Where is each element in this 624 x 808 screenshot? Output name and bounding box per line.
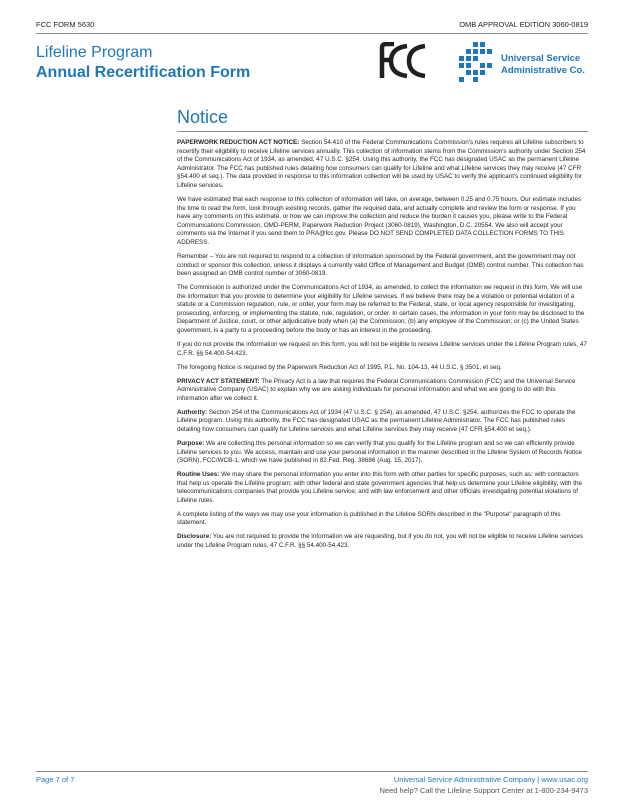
disclosure-label: Disclosure: xyxy=(177,533,212,541)
routine-uses-paragraph xyxy=(177,471,588,505)
privacy-act-paragraph xyxy=(177,378,588,404)
form-title: Annual Recertification Form xyxy=(36,64,251,81)
paperwork-label: PAPERWORK REDUCTION ACT NOTICE: xyxy=(177,139,300,146)
disclosure-text: You are not required to provide the information we are requesting, but if you do not, you will not be eligible to receive Lifeline services under the Lifeline Program rules, 47 C.F.R. §§ 54.400-54.423. xyxy=(177,533,584,550)
fcc-logo xyxy=(379,42,429,80)
usac-name-line1: Universal Service xyxy=(501,53,581,64)
usac-name-line2: Administrative Co. xyxy=(501,65,585,76)
authority-label: Authority: xyxy=(177,408,208,416)
authority-paragraph xyxy=(177,409,588,435)
program-title: Lifeline Program xyxy=(36,44,153,61)
routine-uses-text: We may share the personal information you enter into this form with other parties for specific purposes, such as: with contractors that help us operate the Lifeline program; with other federal and state government agencies that help us determine your Lifeline eligibility; with the telecommunications companies that provide you Lifeline service; and with law enforcement and other officials investigating potential violations of Lifeline rules. xyxy=(177,471,582,504)
disclosure-paragraph xyxy=(177,533,588,550)
omb-approval: OMB APPROVAL EDITION 3060-0819 xyxy=(459,20,588,29)
usac-logo-text xyxy=(501,53,585,77)
notice-body xyxy=(177,139,588,556)
notice-heading: Notice xyxy=(177,107,229,127)
burden-estimate-paragraph: We have estimated that each response to this collection of information will take, on average, between 0.25 and 0.75 hours. Our estimate includes the time to read the form, look through existing records, gather the required data, and actually complete and review the form or response. If you have any comments on this estimate, or how we can improve the collection and reduce the burden it causes you, please write to the Federal Communications Commission, OMD-PERM, Paperwork Reduction Project (3060-0819), Washington, D.C. 20554. We also will accept your comments via the Internet if you send them to PRA@fcc.gov. Please DO NOT SEND COMPLETED DATA COLLECTION FORMS TO THIS ADDRESS. xyxy=(177,195,582,246)
eligibility-paragraph: If you do not provide the information we request on this form, you will not be eligible to receive Lifeline services under the Lifeline Program rules, 47 C.F.R. §§ 54.400-54.423. xyxy=(177,341,587,357)
fcc-logo-mark xyxy=(382,44,425,78)
usac-logo-icon xyxy=(453,40,495,86)
form-id: FCC FORM 5630 xyxy=(36,20,95,29)
footer-help-text: Need help? Call the Lifeline Support Center at 1-800-234-9473 xyxy=(379,786,588,795)
purpose-text: We are collecting this personal information so we can verify that you qualify for the Lifeline program and so we can efficiently provide Lifeline services to you. We access, maintain and use your personal information in the manner described in the Lifeline System of Records Notice (SORN), FCC/WCB-1, which we have published in 82 Fed. Reg. 38686 (Aug. 15, 2017). xyxy=(177,439,582,465)
notice-divider xyxy=(177,131,588,132)
purpose-paragraph xyxy=(177,440,588,466)
privacy-text: The Privacy Act is a law that requires the Federal Communications Commission (FCC) and the Universal Service Administrative Company (USAC) to explain why we are asking individuals for personal information and what we are going to do with this information after we collect it. xyxy=(177,377,576,402)
footer-company-link[interactable]: Universal Service Administrative Company | www.usac.org xyxy=(393,775,588,784)
footer-divider xyxy=(36,771,588,772)
purpose-label: Purpose: xyxy=(177,439,205,447)
routine-uses-label: Routine Uses: xyxy=(177,471,220,479)
paperwork-notice-paragraph xyxy=(177,139,588,191)
authority-text: Section 254 of the Communications Act of 1934 (47 U.S.C. § 254), as amended, 47 U.S.C. §254, authorizes the FCC to operate the Lifeline program. Using this authority, the FCC has designated USAC as the permanent Lifeline Administrator. The FCC has published rules detailing how consumers can qualify for Lifeline services and what Lifeline services they may receive (47 CFR §54.400 et seq.). xyxy=(177,408,576,433)
header-divider xyxy=(36,33,588,34)
omb-reminder-paragraph: Remember – You are not required to respond to a collection of information sponsored by the Federal government, and the government may not conduct or sponsor this collection, unless it displays a currently valid Office of Management and Budget (OMB) control number. This collection has been assigned an OMB control number of 3060-0819. xyxy=(177,252,584,278)
pra-citation-paragraph: The foregoing Notice is required by the Paperwork Reduction Act of 1995, P.L. No. 104-13, 44 U.S.C. § 3501, et seq. xyxy=(177,363,502,371)
authority-disclosure-paragraph: The Commission is authorized under the Communications Act of 1934, as amended, to collect the information we request in this form. We will use the information that you provide to determine your eligibility for Lifeline services. If we believe there may be a violation or potential violation of a statute or a Commission regulation, rule, or order, your form may be referred to the Federal, state, or local agency responsible for investigating, prosecuting, enforcing, or implementing the statute, rule, regulation, or order. In certain cases, the information in your form may be disclosed to the Department of Justice, court, or other adjudicative body when (a) the Commission; (b) any employee of the Commission; or (c) the United States government, is a party to a proceeding before the body or has an interest in the proceeding. xyxy=(177,284,585,335)
privacy-label: PRIVACY ACT STATEMENT: xyxy=(177,377,260,385)
sorn-listing-paragraph: A complete listing of the ways we may use your information is published in the Lifeline SORN described in the "Purpose" paragraph of this statement. xyxy=(177,510,561,527)
paperwork-text: Section 54.410 of the Federal Communications Commission's rules requires all Lifeline subscribers to recertify their eligibility to receive Lifeline services annually. This collection of information stems from the Commission's authority under Section 254 of the Communications Act of 1934, as amended, 47 U.S.C. §254. Using this authority, the FCC has designated USAC as the permanent Lifeline Administrator. The FCC has published rules detailing how consumers can qualify for Lifeline and what Lifeline services they may receive (47 CFR §54.400 et seq.). The data provided in response to this information collection will be used by USAC to verify the applicant's continued eligibility for Lifeline services. xyxy=(177,139,586,189)
page-number: Page 7 of 7 xyxy=(36,775,75,784)
